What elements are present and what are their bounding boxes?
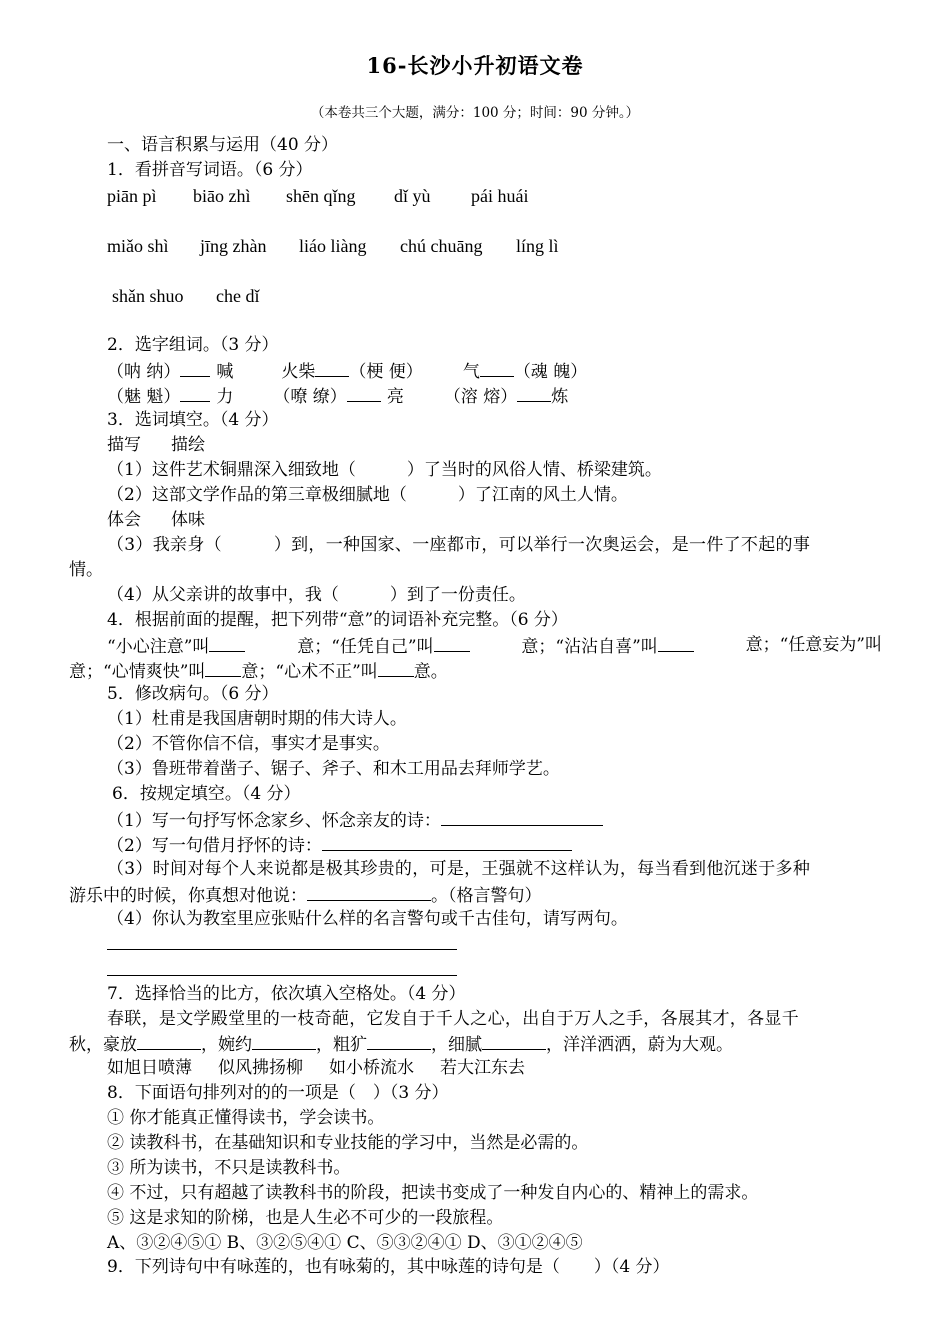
q7-option: 若大江东去 — [440, 1058, 525, 1078]
q4-text: “小心注意”叫 — [107, 637, 210, 657]
q6-text: （2）写一句借月抒怀的诗： — [107, 836, 322, 856]
pinyin-item: shǎn shuo — [112, 286, 184, 306]
q7-paragraph-cont — [69, 1032, 733, 1054]
q6-text: 游乐中的时候，你真想对他说： — [69, 886, 307, 906]
q6-item-2 — [107, 833, 572, 855]
q2-chars: （嘹 缭） — [273, 387, 347, 407]
q2-chars: （魂 魄） — [513, 362, 588, 382]
q7-heading: 7．选择恰当的比方，依次填入空格处。（4 分） — [107, 984, 466, 1004]
q6-item-3-cont — [69, 883, 542, 905]
q7-text: ，粗犷 — [316, 1035, 367, 1055]
exam-info: （本卷共三个大题，满分：100 分；时间：90 分钟。） — [310, 105, 640, 121]
blank[interactable] — [252, 1032, 316, 1050]
q8-item-1: ① 你才能真正懂得读书，学会读书。 — [107, 1108, 385, 1128]
pinyin-item: chú chuāng — [400, 236, 483, 256]
q3-heading: 3．选词填空。（4 分） — [107, 410, 279, 430]
q3-sentence-3-cont: 情。 — [69, 560, 103, 580]
q2-row-1 — [107, 359, 587, 381]
q7-text: ，细腻 — [431, 1035, 482, 1055]
q5-sentence-1: （1）杜甫是我国唐朝时期的伟大诗人。 — [107, 709, 407, 729]
q2-chars: （呐 纳） — [107, 362, 181, 382]
q3-sentence-2: （2）这部文学作品的第三章极细腻地（ ）了江南的风土人情。 — [107, 485, 628, 505]
q6-text: （1）写一句抒写怀念家乡、怀念亲友的诗： — [107, 811, 441, 831]
pinyin-item: piān pì — [107, 186, 157, 206]
blank[interactable] — [367, 1032, 431, 1050]
pinyin-item: shēn qǐng — [286, 186, 356, 206]
pinyin-item: che dǐ — [216, 286, 260, 306]
q7-text: 秋，豪放 — [69, 1035, 137, 1055]
answer-line[interactable] — [307, 883, 431, 901]
q3-sentence-3: （3）我亲身（ ）到，一种国家、一座都市，可以举行一次奥运会，是一件了不起的事 — [107, 535, 811, 555]
blank[interactable] — [137, 1032, 201, 1050]
q3-word-options-2 — [107, 509, 205, 531]
blank[interactable] — [209, 634, 245, 652]
q4-text: 意；“沾沾自喜”叫 — [521, 637, 658, 657]
word-option: 体味 — [171, 510, 205, 530]
q2-text: 火柴 — [281, 362, 316, 382]
q5-sentence-2: （2）不管你信不信，事实才是事实。 — [107, 734, 390, 754]
q2-chars: （溶 熔） — [443, 387, 518, 407]
blank[interactable] — [434, 634, 470, 652]
blank[interactable] — [658, 634, 694, 652]
q3-sentence-4: （4）从父亲讲的故事中，我（ ）到了一份责任。 — [107, 585, 526, 605]
q2-text: 喊 — [216, 362, 234, 382]
q4-line-2 — [69, 659, 448, 681]
blank[interactable] — [517, 384, 551, 402]
word-option: 描写 — [107, 435, 141, 455]
q7-options — [107, 1057, 525, 1079]
word-option: 体会 — [107, 510, 141, 530]
q6-heading: 6．按规定填空。（4 分） — [112, 784, 301, 804]
answer-line[interactable] — [322, 833, 572, 851]
q2-row-2 — [107, 384, 568, 406]
blank[interactable] — [482, 1032, 546, 1050]
q4-heading: 4．根据前面的提醒，把下列带“意”的词语补充完整。（6 分） — [107, 610, 568, 630]
q5-sentence-3: （3）鲁班带着凿子、锯子、斧子、和木工用品去拜师学艺。 — [107, 759, 560, 779]
pinyin-item: liáo liàng — [299, 236, 367, 256]
q1-heading: 1．看拼音写词语。（6 分） — [107, 160, 313, 180]
q3-word-options-1 — [107, 434, 205, 456]
q7-option: 如旭日喷薄 — [107, 1058, 192, 1078]
pinyin-item: jīng zhàn — [200, 236, 267, 256]
pinyin-item: pái huái — [471, 186, 529, 206]
q5-heading: 5．修改病句。（6 分） — [107, 684, 279, 704]
q2-chars: （魅 魁） — [107, 387, 181, 407]
q2-heading: 2．选字组词。（3 分） — [107, 335, 279, 355]
q4-text: 意；“心情爽快”叫 — [69, 662, 206, 682]
q1-pinyin-row-1 — [107, 185, 528, 207]
q7-option: 如小桥流水 — [329, 1058, 414, 1078]
q8-item-4: ④ 不过，只有超越了读教科书的阶段，把读书变成了一种发自内心的、精神上的需求。 — [107, 1183, 759, 1203]
q6-item-1 — [107, 808, 603, 830]
q4-text: 意；“心术不正”叫 — [241, 662, 378, 682]
q7-paragraph: 春联，是文学殿堂里的一枝奇葩，它发自于千人之心，出自于万人之手，各展其才，各显千 — [107, 1009, 799, 1029]
q4-text: 意；“任凭自己”叫 — [297, 637, 434, 657]
q6-item-4: （4）你认为教室里应张贴什么样的名言警句或千古佳句，请写两句。 — [107, 909, 628, 929]
q2-text: 亮 — [386, 387, 404, 407]
section-1-heading: 一、语言积累与运用（40 分） — [107, 135, 339, 155]
pinyin-item: dǐ yù — [394, 186, 431, 206]
blank[interactable] — [180, 359, 210, 377]
q3-sentence-1: （1）这件艺术铜鼎深入细致地（ ）了当时的风俗人情、桥梁建筑。 — [107, 460, 662, 480]
q8-item-5: ⑤ 这是求知的阶梯，也是人生必不可少的一段旅程。 — [107, 1208, 504, 1228]
q7-text: ，婉约 — [201, 1035, 252, 1055]
q7-text: ，洋洋洒洒，蔚为大观。 — [546, 1035, 733, 1055]
q8-choices: A、③②④⑤① B、③②⑤④① C、⑤③②④① D、③①②④⑤ — [107, 1233, 583, 1253]
blank[interactable] — [180, 384, 210, 402]
q8-item-2: ② 读教科书，在基础知识和专业技能的学习中，当然是必需的。 — [107, 1133, 589, 1153]
blank[interactable] — [205, 659, 241, 677]
q1-pinyin-row-3 — [112, 285, 259, 307]
q4-text: 意；“任意妄为”叫 — [745, 635, 882, 655]
q7-option: 似风拂扬柳 — [218, 1058, 303, 1078]
page-title: 16-长沙小升初语文卷 — [366, 53, 584, 78]
q6-text: 。（格言警句） — [431, 886, 542, 906]
blank[interactable] — [347, 384, 381, 402]
pinyin-item: miǎo shì — [107, 236, 169, 256]
q2-text: 炼 — [551, 387, 569, 407]
answer-line[interactable] — [107, 975, 457, 976]
answer-line[interactable] — [107, 949, 457, 950]
q2-text: 气 — [462, 362, 480, 382]
pinyin-item: biāo zhì — [193, 186, 251, 206]
word-option: 描绘 — [171, 435, 205, 455]
q1-pinyin-row-2 — [107, 235, 559, 257]
blank[interactable] — [378, 659, 414, 677]
q6-item-3: （3）时间对每个人来说都是极其珍贵的，可是，王强就不这样认为，每当看到他沉迷于多种 — [107, 859, 811, 879]
q9-heading: 9．下列诗句中有咏莲的，也有咏菊的，其中咏莲的诗句是（ ）（4 分） — [107, 1257, 670, 1277]
q4-line-1 — [107, 634, 882, 656]
q2-chars: （梗 便） — [349, 362, 423, 382]
q8-item-3: ③ 所为读书，不只是读教科书。 — [107, 1158, 351, 1178]
pinyin-item: líng lì — [516, 236, 559, 256]
blank[interactable] — [480, 359, 514, 377]
q8-heading: 8．下面语句排列对的的一项是（ ）（3 分） — [107, 1083, 449, 1103]
answer-line[interactable] — [441, 808, 603, 826]
q4-text: 意。 — [413, 662, 448, 682]
q2-text: 力 — [216, 387, 234, 407]
blank[interactable] — [315, 359, 349, 377]
